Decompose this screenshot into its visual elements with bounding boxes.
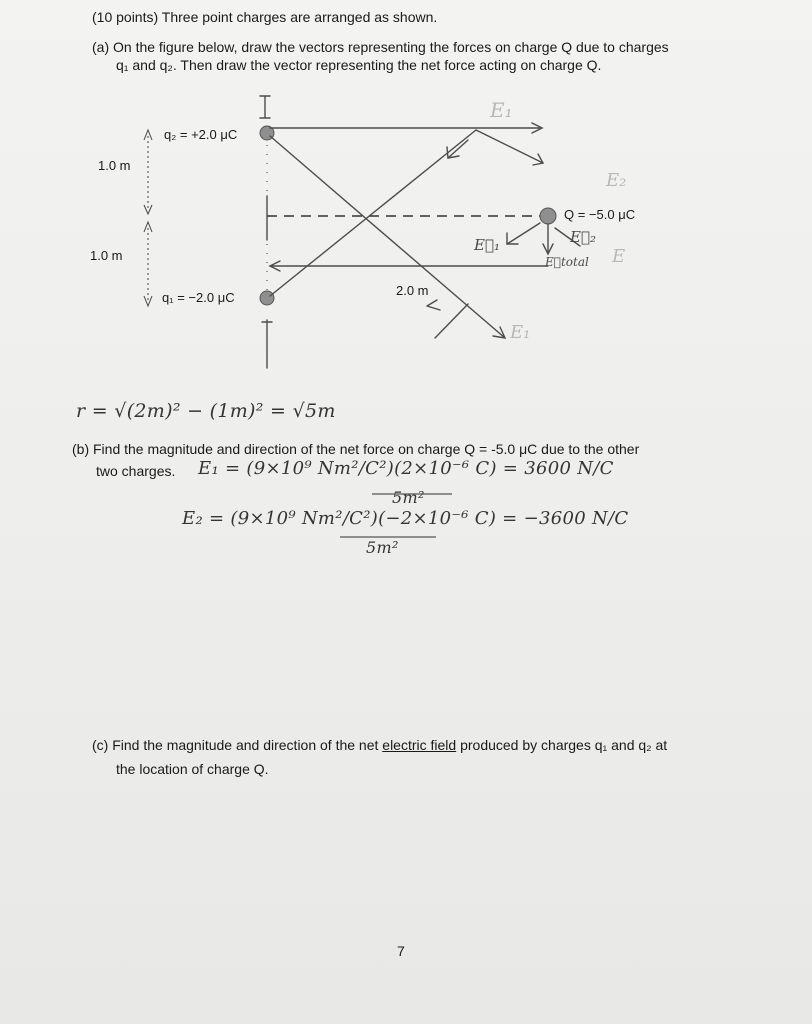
part-c-line-1 [92, 736, 667, 754]
problem-header: (10 points) Three point charges are arranged as shown. [92, 9, 438, 25]
part-b-line-1: (b) Find the magnitude and direction of the net force on charge Q = -5.0 μC due to the other [72, 441, 640, 457]
part-a-line-1: (a) On the figure below, draw the vectors representing the forces on charge Q due to charges [92, 39, 669, 55]
pencil-E2-right: E⃗₂ [570, 228, 596, 246]
handwritten-E1-calculation: E₁ = (9×10⁹ Nm²/C²)(2×10⁻⁶ C) = 3600 N/C [198, 458, 614, 479]
page-number: 7 [397, 943, 405, 959]
handwritten-E2-calculation: E₂ = (9×10⁹ Nm²/C²)(−2×10⁻⁶ C) = −3600 N/C [182, 508, 629, 529]
pencil-Etotal: E⃗total [545, 255, 589, 269]
part-b-line-2: two charges. [96, 463, 176, 479]
part-a-line-2: q₁ and q₂. Then draw the vector representing the net force acting on charge Q. [116, 57, 602, 73]
electric-field-term: electric field [382, 737, 457, 753]
part-c-text-a: (c) Find the magnitude and direction of the net [92, 737, 383, 753]
pencil-E1-top: E₁ [490, 98, 513, 122]
pencil-E1-left: E⃗₁ [474, 236, 500, 254]
Q-label: Q = −5.0 μC [564, 207, 636, 222]
distance-top-label: 1.0 m [98, 158, 131, 173]
part-c-line-2: the location of charge Q. [116, 761, 269, 777]
q1-label: q₁ = −2.0 μC [162, 290, 235, 305]
handwritten-E2-denominator: 5m² [366, 538, 399, 557]
handwritten-r-calculation: r = √(2m)² − (1m)² = √5m [76, 400, 336, 422]
part-c-text-b: produced by charges q₁ and q₂ at [456, 737, 668, 753]
distance-horizontal-label: 2.0 m [396, 283, 429, 298]
distance-bottom-label: 1.0 m [90, 248, 123, 263]
pencil-E1-bottom: E₁ [510, 322, 531, 343]
pencil-E-faint: E [612, 246, 626, 267]
pencil-E2-mid: E₂ [606, 170, 627, 191]
q2-label: q₂ = +2.0 μC [164, 127, 238, 142]
handwritten-E1-denominator: 5m² [392, 488, 425, 507]
